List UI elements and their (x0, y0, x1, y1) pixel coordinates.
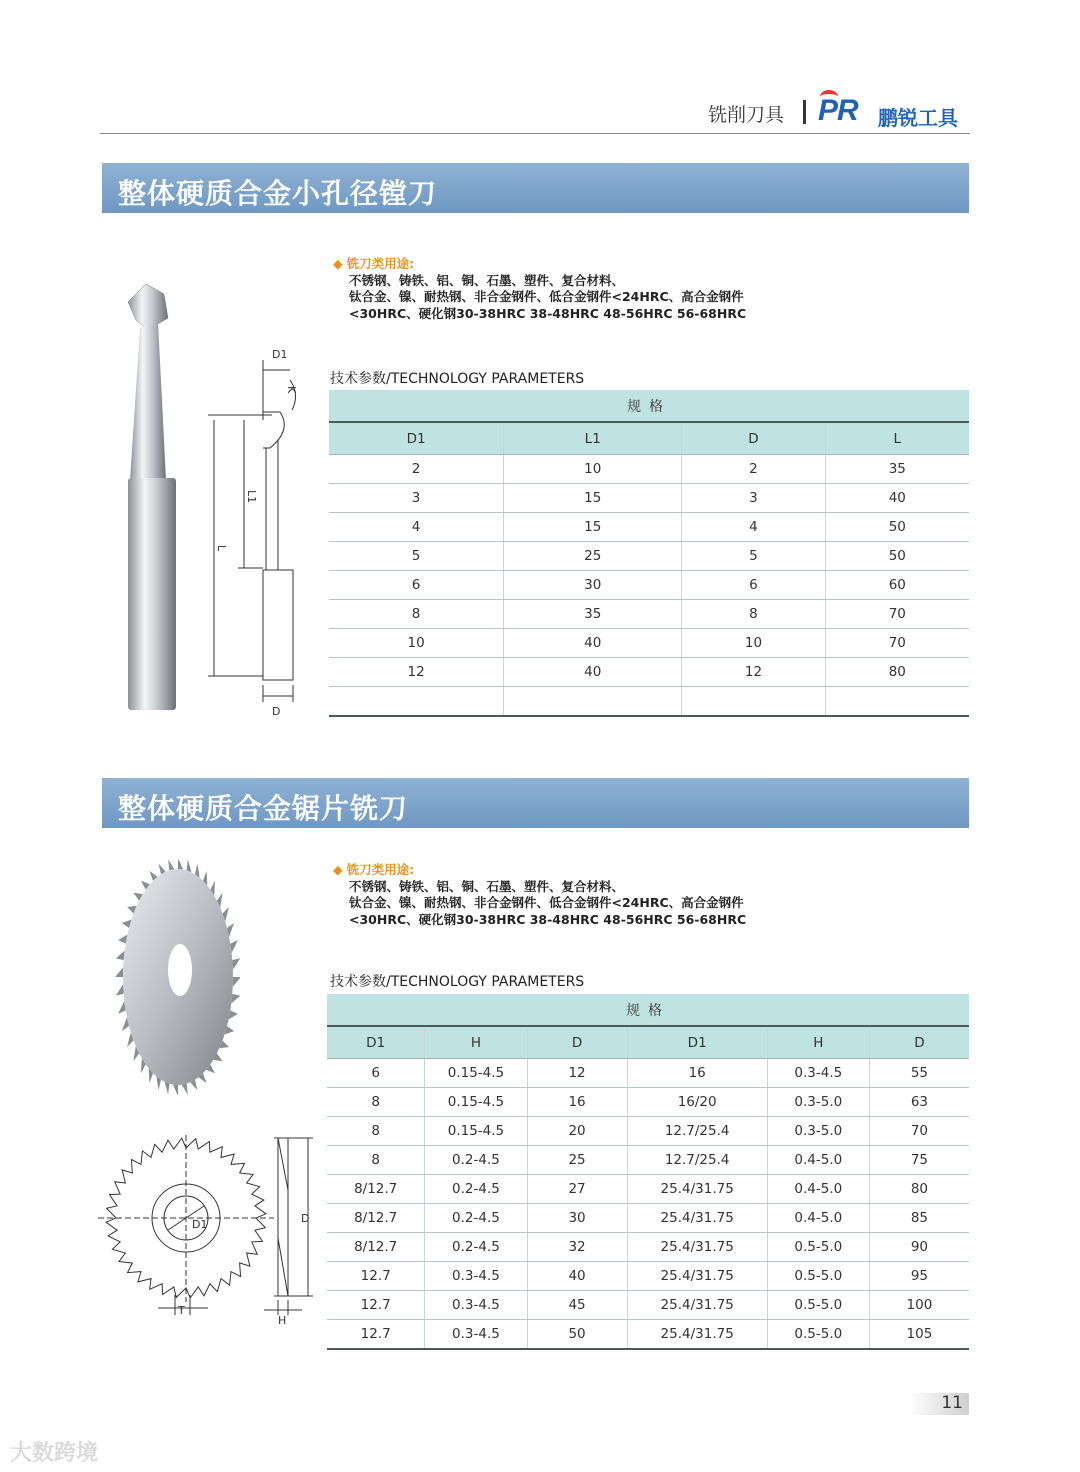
table-cell: 30 (527, 1204, 627, 1233)
table-cell: 40 (504, 658, 682, 687)
table-cell: 25.4/31.75 (627, 1175, 767, 1204)
table-cell: 40 (504, 629, 682, 658)
saw-dim-label-t: T (178, 1304, 185, 1317)
logo-text: PR (818, 94, 858, 127)
table-cell: 8 (327, 1146, 425, 1175)
table-cell: 0.3-5.0 (767, 1088, 869, 1117)
section1-spec-table (329, 390, 969, 717)
page-number: 11 (909, 1393, 969, 1415)
dim-label-d1: D1 (272, 348, 288, 361)
table-cell: 16/20 (627, 1088, 767, 1117)
table-cell: 12.7/25.4 (627, 1117, 767, 1146)
section2-usage-line: 钛合金、镍、耐热钢、非合金钢件、低合金钢件<24HRC、高合金钢件 (349, 895, 744, 910)
saw-blade-diagram (98, 1130, 320, 1325)
table-cell: 8/12.7 (327, 1204, 425, 1233)
table-cell: 0.3-4.5 (425, 1262, 527, 1291)
table-cell: 30 (504, 571, 682, 600)
section2-usage (333, 862, 746, 928)
table-cell: 55 (869, 1059, 969, 1088)
saw-dim-label-d1: D1 (192, 1218, 208, 1231)
table-cell: 0.5-5.0 (767, 1291, 869, 1320)
table-cell (504, 687, 682, 717)
table-cell: 35 (825, 455, 969, 484)
table-cell: 4 (682, 513, 825, 542)
table-cell: 6 (329, 571, 504, 600)
table-cell: 8 (327, 1088, 425, 1117)
table-cell (825, 687, 969, 717)
table-cell: 0.2-4.5 (425, 1175, 527, 1204)
table-cell: 8 (327, 1117, 425, 1146)
table-cell: 32 (527, 1233, 627, 1262)
table-row (329, 484, 969, 513)
table-cell: 50 (825, 513, 969, 542)
table-cell: 0.4-5.0 (767, 1204, 869, 1233)
table-header-cell: L (825, 422, 969, 455)
table-cell: 0.3-4.5 (425, 1291, 527, 1320)
saw-dim-label-h: H (278, 1314, 287, 1325)
table-cell: 0.5-5.0 (767, 1262, 869, 1291)
table-cell: 0.15-4.5 (425, 1059, 527, 1088)
table-cell: 63 (869, 1088, 969, 1117)
dim-label-l: L (215, 545, 228, 552)
brand-name: 鹏锐工具 (878, 106, 958, 130)
table-cell: 8/12.7 (327, 1175, 425, 1204)
table-cell: 15 (504, 484, 682, 513)
dim-label-l1: L1 (245, 490, 258, 504)
table-cell: 6 (327, 1059, 425, 1088)
table-header-cell: D (682, 422, 825, 455)
section2-usage-line: 不锈钢、铸铁、铝、铜、石墨、塑件、复合材料、 (349, 878, 625, 894)
brand-logo (818, 94, 858, 128)
table-cell: 12 (527, 1059, 627, 1088)
table-row (329, 687, 969, 717)
table-row (329, 658, 969, 687)
table-cell: 10 (504, 455, 682, 484)
table-cell: 70 (825, 600, 969, 629)
table-cell: 45 (527, 1291, 627, 1320)
table-cell: 10 (329, 629, 504, 658)
saw-dim-label-d: D (301, 1212, 310, 1225)
table-cell (329, 687, 504, 717)
table-row (327, 1059, 969, 1088)
watermark: 大数跨境 (10, 1441, 99, 1466)
table-cell: 25.4/31.75 (627, 1291, 767, 1320)
section1-usage (333, 256, 746, 322)
section2-usage-label: ◆ 铣刀类用途: (333, 862, 746, 879)
table-row (327, 1175, 969, 1204)
table-row (329, 571, 969, 600)
table-cell: 5 (682, 542, 825, 571)
section2-table-title: 规格 (327, 994, 969, 1026)
boring-bar-image (118, 280, 188, 720)
table-cell: 0.5-5.0 (767, 1320, 869, 1350)
table-row (329, 513, 969, 542)
section1-usage-line: <30HRC、硬化钢30-38HRC 38-48HRC 48-56HRC 56-68HRC (349, 305, 747, 321)
table-header-cell: D1 (329, 422, 504, 455)
section2-tech-label: 技术参数/TECHNOLOGY PARAMETERS (330, 974, 585, 990)
table-cell: 20 (527, 1117, 627, 1146)
table-cell: 12 (682, 658, 825, 687)
dim-label-d: D (272, 705, 281, 718)
table-cell: 16 (627, 1059, 767, 1088)
table-cell: 8 (329, 600, 504, 629)
table-cell: 2 (682, 455, 825, 484)
table-cell: 8 (682, 600, 825, 629)
table-cell: 0.2-4.5 (425, 1146, 527, 1175)
table-cell: 0.4-5.0 (767, 1175, 869, 1204)
table-row (327, 1320, 969, 1350)
table-cell: 0.2-4.5 (425, 1204, 527, 1233)
table-header-cell: D (869, 1026, 969, 1059)
table-cell: 75 (869, 1146, 969, 1175)
section1-title: 整体硬质合金小孔径镗刀 (118, 177, 438, 210)
section1-title-bar (102, 163, 969, 213)
table-header-cell: L1 (504, 422, 682, 455)
table-row (327, 1233, 969, 1262)
table-row (329, 455, 969, 484)
table-cell: 12.7 (327, 1320, 425, 1350)
table-cell: 25.4/31.75 (627, 1204, 767, 1233)
table-cell: 0.3-4.5 (767, 1059, 869, 1088)
table-cell: 25 (504, 542, 682, 571)
boring-bar-diagram (200, 340, 310, 720)
section1-tech-label: 技术参数/TECHNOLOGY PARAMETERS (330, 371, 585, 387)
table-row (327, 1262, 969, 1291)
table-cell: 16 (527, 1088, 627, 1117)
table-cell (682, 687, 825, 717)
section2-title-bar (102, 778, 969, 828)
table-header-cell: D1 (327, 1026, 425, 1059)
table-cell: 50 (825, 542, 969, 571)
table-cell: 0.2-4.5 (425, 1233, 527, 1262)
table-cell: 85 (869, 1204, 969, 1233)
table-cell: 2 (329, 455, 504, 484)
section2-usage-line: <30HRC、硬化钢30-38HRC 38-48HRC 48-56HRC 56-68HRC (349, 911, 747, 927)
table-cell: 0.3-4.5 (425, 1320, 527, 1350)
table-cell: 15 (504, 513, 682, 542)
header-category: 铣削刀具 (708, 104, 785, 126)
table-cell: 0.3-5.0 (767, 1117, 869, 1146)
section1-usage-label: ◆ 铣刀类用途: (333, 256, 746, 273)
dim-label-k: K (285, 386, 298, 394)
table-cell: 25.4/31.75 (627, 1233, 767, 1262)
table-cell: 27 (527, 1175, 627, 1204)
table-cell: 0.15-4.5 (425, 1117, 527, 1146)
header-separator (803, 100, 806, 124)
table-cell: 80 (825, 658, 969, 687)
table-cell: 3 (329, 484, 504, 513)
table-cell: 40 (527, 1262, 627, 1291)
table-cell: 35 (504, 600, 682, 629)
table-cell: 6 (682, 571, 825, 600)
table-cell: 10 (682, 629, 825, 658)
section1-usage-line: 不锈钢、铸铁、铝、铜、石墨、塑件、复合材料、 (349, 272, 625, 288)
table-cell: 4 (329, 513, 504, 542)
table-row (327, 1146, 969, 1175)
table-cell: 70 (825, 629, 969, 658)
section2-spec-table (327, 994, 969, 1350)
table-cell: 3 (682, 484, 825, 513)
table-cell: 40 (825, 484, 969, 513)
table-row (327, 1088, 969, 1117)
table-cell: 12.7/25.4 (627, 1146, 767, 1175)
table-cell: 60 (825, 571, 969, 600)
table-cell: 25.4/31.75 (627, 1320, 767, 1350)
table-cell: 0.5-5.0 (767, 1233, 869, 1262)
table-cell: 12.7 (327, 1291, 425, 1320)
table-header-cell: H (767, 1026, 869, 1059)
section1-usage-line: 钛合金、镍、耐热钢、非合金钢件、低合金钢件<24HRC、高合金钢件 (349, 289, 744, 304)
table-row (329, 629, 969, 658)
table-row (327, 1291, 969, 1320)
section2-title: 整体硬质合金锯片铣刀 (118, 792, 409, 825)
table-row (329, 600, 969, 629)
table-cell: 70 (869, 1117, 969, 1146)
table-cell: 8/12.7 (327, 1233, 425, 1262)
saw-blade-image (110, 860, 240, 1095)
table-row (327, 1117, 969, 1146)
section1-table-title: 规格 (329, 390, 969, 422)
table-cell: 12.7 (327, 1262, 425, 1291)
table-row (327, 1204, 969, 1233)
table-row (329, 542, 969, 571)
table-cell: 25 (527, 1146, 627, 1175)
table-cell: 100 (869, 1291, 969, 1320)
table-cell: 95 (869, 1262, 969, 1291)
table-header-cell: D (527, 1026, 627, 1059)
table-cell: 5 (329, 542, 504, 571)
table-cell: 0.15-4.5 (425, 1088, 527, 1117)
table-cell: 12 (329, 658, 504, 687)
table-header-cell: D1 (627, 1026, 767, 1059)
table-cell: 90 (869, 1233, 969, 1262)
header-rule (100, 133, 970, 134)
table-cell: 0.4-5.0 (767, 1146, 869, 1175)
table-cell: 50 (527, 1320, 627, 1350)
table-header-cell: H (425, 1026, 527, 1059)
table-cell: 80 (869, 1175, 969, 1204)
table-cell: 105 (869, 1320, 969, 1350)
table-cell: 25.4/31.75 (627, 1262, 767, 1291)
